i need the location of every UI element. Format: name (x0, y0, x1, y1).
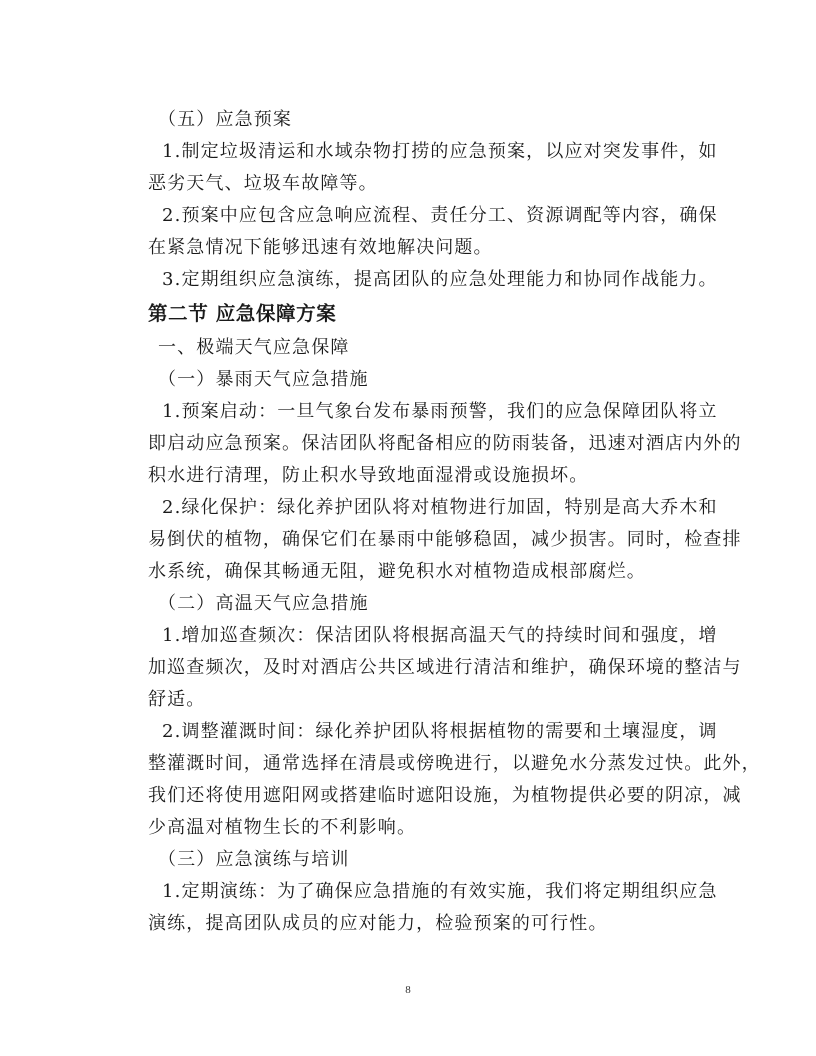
paragraph-line: 在紧急情况下能够迅速有效地解决问题。 (148, 237, 493, 258)
paragraph-line: 2.调整灌溉时间：绿化养护团队将根据植物的需要和土壤湿度，调 (162, 721, 718, 742)
paragraph-line: 恶劣天气、垃圾车故障等。 (148, 173, 378, 194)
paragraph-line: 1.预案启动：一旦气象台发布暴雨预警，我们的应急保障团队将立 (162, 401, 718, 422)
paragraph-line: 演练，提高团队成员的应对能力，检验预案的可行性。 (148, 913, 608, 934)
paragraph-line: 舒适。 (148, 689, 206, 710)
paragraph-line: 3.定期组织应急演练，提高团队的应急处理能力和协同作战能力。 (162, 269, 718, 290)
paragraph-line: 我们还将使用遮阳网或搭建临时遮阳设施，为植物提供必要的阴凉，减 (148, 785, 742, 806)
paragraph-line: 加巡查频次，及时对酒店公共区域进行清洁和维护，确保环境的整洁与 (148, 657, 742, 678)
paragraph-line: 少高温对植物生长的不利影响。 (148, 817, 417, 838)
subheading: （三）应急演练与培训 (158, 849, 350, 870)
document-body (148, 104, 761, 940)
paragraph-line: 水系统，确保其畅通无阻，避免积水对植物造成根部腐烂。 (148, 561, 646, 582)
paragraph-line: 1.增加巡查频次：保洁团队将根据高温天气的持续时间和强度，增 (162, 625, 718, 646)
page-number: 8 (405, 984, 411, 996)
paragraph-line: 积水进行清理，防止积水导致地面湿滑或设施损坏。 (148, 465, 589, 486)
section-heading: 第二节 应急保障方案 (148, 302, 337, 325)
subheading: 一、极端天气应急保障 (158, 337, 350, 358)
paragraph-line: 1.制定垃圾清运和水域杂物打捞的应急预案，以应对突发事件，如 (162, 141, 718, 162)
paragraph-line: 整灌溉时间，通常选择在清晨或傍晚进行，以避免水分蒸发过快。此外， (148, 753, 761, 774)
paragraph-line: 2.绿化保护：绿化养护团队将对植物进行加固，特别是高大乔木和 (162, 497, 718, 518)
subheading: （一）暴雨天气应急措施 (158, 369, 369, 390)
paragraph-line: 1.定期演练：为了确保应急措施的有效实施，我们将定期组织应急 (162, 881, 718, 902)
paragraph-line: 2.预案中应包含应急响应流程、责任分工、资源调配等内容，确保 (162, 205, 718, 226)
paragraph-line: 易倒伏的植物，确保它们在暴雨中能够稳固，减少损害。同时，检查排 (148, 529, 742, 550)
subheading: （五）应急预案 (158, 109, 293, 130)
paragraph-line: 即启动应急预案。保洁团队将配备相应的防雨装备，迅速对酒店内外的 (148, 433, 742, 454)
subheading: （二）高温天气应急措施 (158, 593, 369, 614)
